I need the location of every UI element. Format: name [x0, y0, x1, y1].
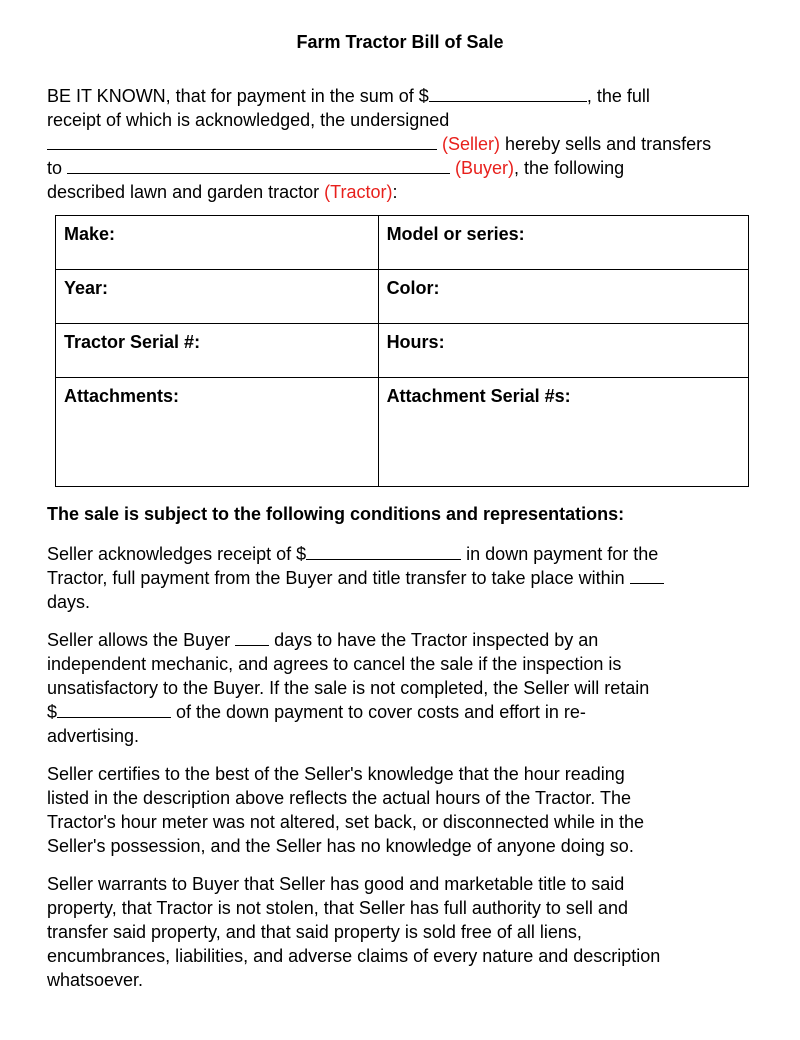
intro-paragraph: [47, 84, 767, 204]
tractor-serial-field[interactable]: Tractor Serial #:: [56, 324, 379, 378]
payment-paragraph: [47, 542, 767, 614]
intro-line-1: [47, 84, 767, 108]
make-field[interactable]: Make:: [56, 216, 379, 270]
retained-amount-blank[interactable]: [57, 702, 171, 718]
hours-line-3: Tractor's hour meter was not altered, set back, or disconnected while in the: [47, 812, 645, 832]
warranty-line-5: whatsoever.: [47, 970, 144, 990]
para-text: Tractor, full payment from the Buyer and title transfer to take place within: [47, 568, 630, 588]
down-payment-blank[interactable]: [306, 544, 461, 560]
intro-line-3: [47, 132, 767, 156]
table-row: [56, 324, 749, 378]
year-field[interactable]: Year:: [56, 270, 379, 324]
para-text: days.: [47, 592, 91, 612]
para-text: independent mechanic, and agrees to cancel the sale if the inspection is: [47, 654, 622, 674]
inspection-line-4: [47, 700, 767, 724]
tractor-label: (Tractor): [324, 182, 393, 202]
intro-text: described lawn and garden tractor: [47, 182, 325, 202]
color-field[interactable]: Color:: [378, 270, 748, 324]
intro-line-4: [47, 156, 767, 180]
inspection-line-5: [47, 724, 767, 748]
warranty-paragraph: [47, 872, 767, 992]
payment-sum-blank[interactable]: [429, 86, 587, 102]
buyer-label: (Buyer): [455, 158, 515, 178]
inspection-line-2: [47, 652, 767, 676]
attachments-field[interactable]: Attachments:: [56, 378, 379, 487]
warranty-line-3: transfer said property, and that said property is sold free of all liens,: [47, 922, 582, 942]
intro-text: :: [392, 182, 398, 202]
table-row: [56, 270, 749, 324]
intro-text: BE IT KNOWN, that for payment in the sum of $: [47, 86, 429, 106]
para-text: in down payment for the: [461, 544, 659, 564]
payment-line-2: [47, 566, 767, 590]
para-text: $: [47, 702, 58, 722]
para-text: advertising.: [47, 726, 140, 746]
hours-line-2: listed in the description above reflects the actual hours of the Tractor. The: [47, 788, 631, 808]
payment-line-1: [47, 542, 767, 566]
hours-line-1: Seller certifies to the best of the Seller's knowledge that the hour reading: [47, 764, 625, 784]
inspection-days-blank[interactable]: [235, 630, 269, 646]
table-row: [56, 216, 749, 270]
document-title: Farm Tractor Bill of Sale: [296, 32, 504, 52]
intro-text: to: [47, 158, 68, 178]
para-text: Seller allows the Buyer: [47, 630, 236, 650]
buyer-name-blank[interactable]: [67, 158, 450, 174]
hours-field[interactable]: Hours:: [378, 324, 748, 378]
intro-text: , the following: [514, 158, 625, 178]
warranty-line-1: Seller warrants to Buyer that Seller has good and marketable title to said: [47, 874, 625, 894]
para-text: Seller acknowledges receipt of $: [47, 544, 307, 564]
attachment-serials-field[interactable]: Attachment Serial #s:: [378, 378, 748, 487]
hours-certification-paragraph: [47, 762, 767, 858]
tractor-details-table: [55, 215, 749, 487]
inspection-paragraph: [47, 628, 767, 748]
payment-days-blank[interactable]: [630, 568, 664, 584]
seller-label: (Seller): [442, 134, 501, 154]
intro-text: hereby sells and transfers: [500, 134, 712, 154]
para-text: unsatisfactory to the Buyer. If the sale is not completed, the Seller will retain: [47, 678, 650, 698]
payment-line-3: [47, 590, 767, 614]
warranty-line-2: property, that Tractor is not stolen, that Seller has full authority to sell and: [47, 898, 628, 918]
inspection-line-1: [47, 628, 767, 652]
para-text: of the down payment to cover costs and effort in re-: [171, 702, 586, 722]
intro-text: , the full: [586, 86, 650, 106]
warranty-line-4: encumbrances, liabilities, and adverse claims of every nature and description: [47, 946, 661, 966]
intro-text: receipt of which is acknowledged, the undersigned: [47, 110, 450, 130]
intro-line-2: [47, 108, 767, 132]
table-row: [56, 378, 749, 487]
hours-line-4: Seller's possession, and the Seller has no knowledge of anyone doing so.: [47, 836, 634, 856]
para-text: days to have the Tractor inspected by an: [269, 630, 599, 650]
seller-name-blank[interactable]: [47, 134, 437, 150]
inspection-line-3: [47, 676, 767, 700]
model-field[interactable]: Model or series:: [378, 216, 748, 270]
intro-line-5: [47, 180, 767, 204]
conditions-heading: The sale is subject to the following conditions and representations:: [47, 504, 625, 524]
